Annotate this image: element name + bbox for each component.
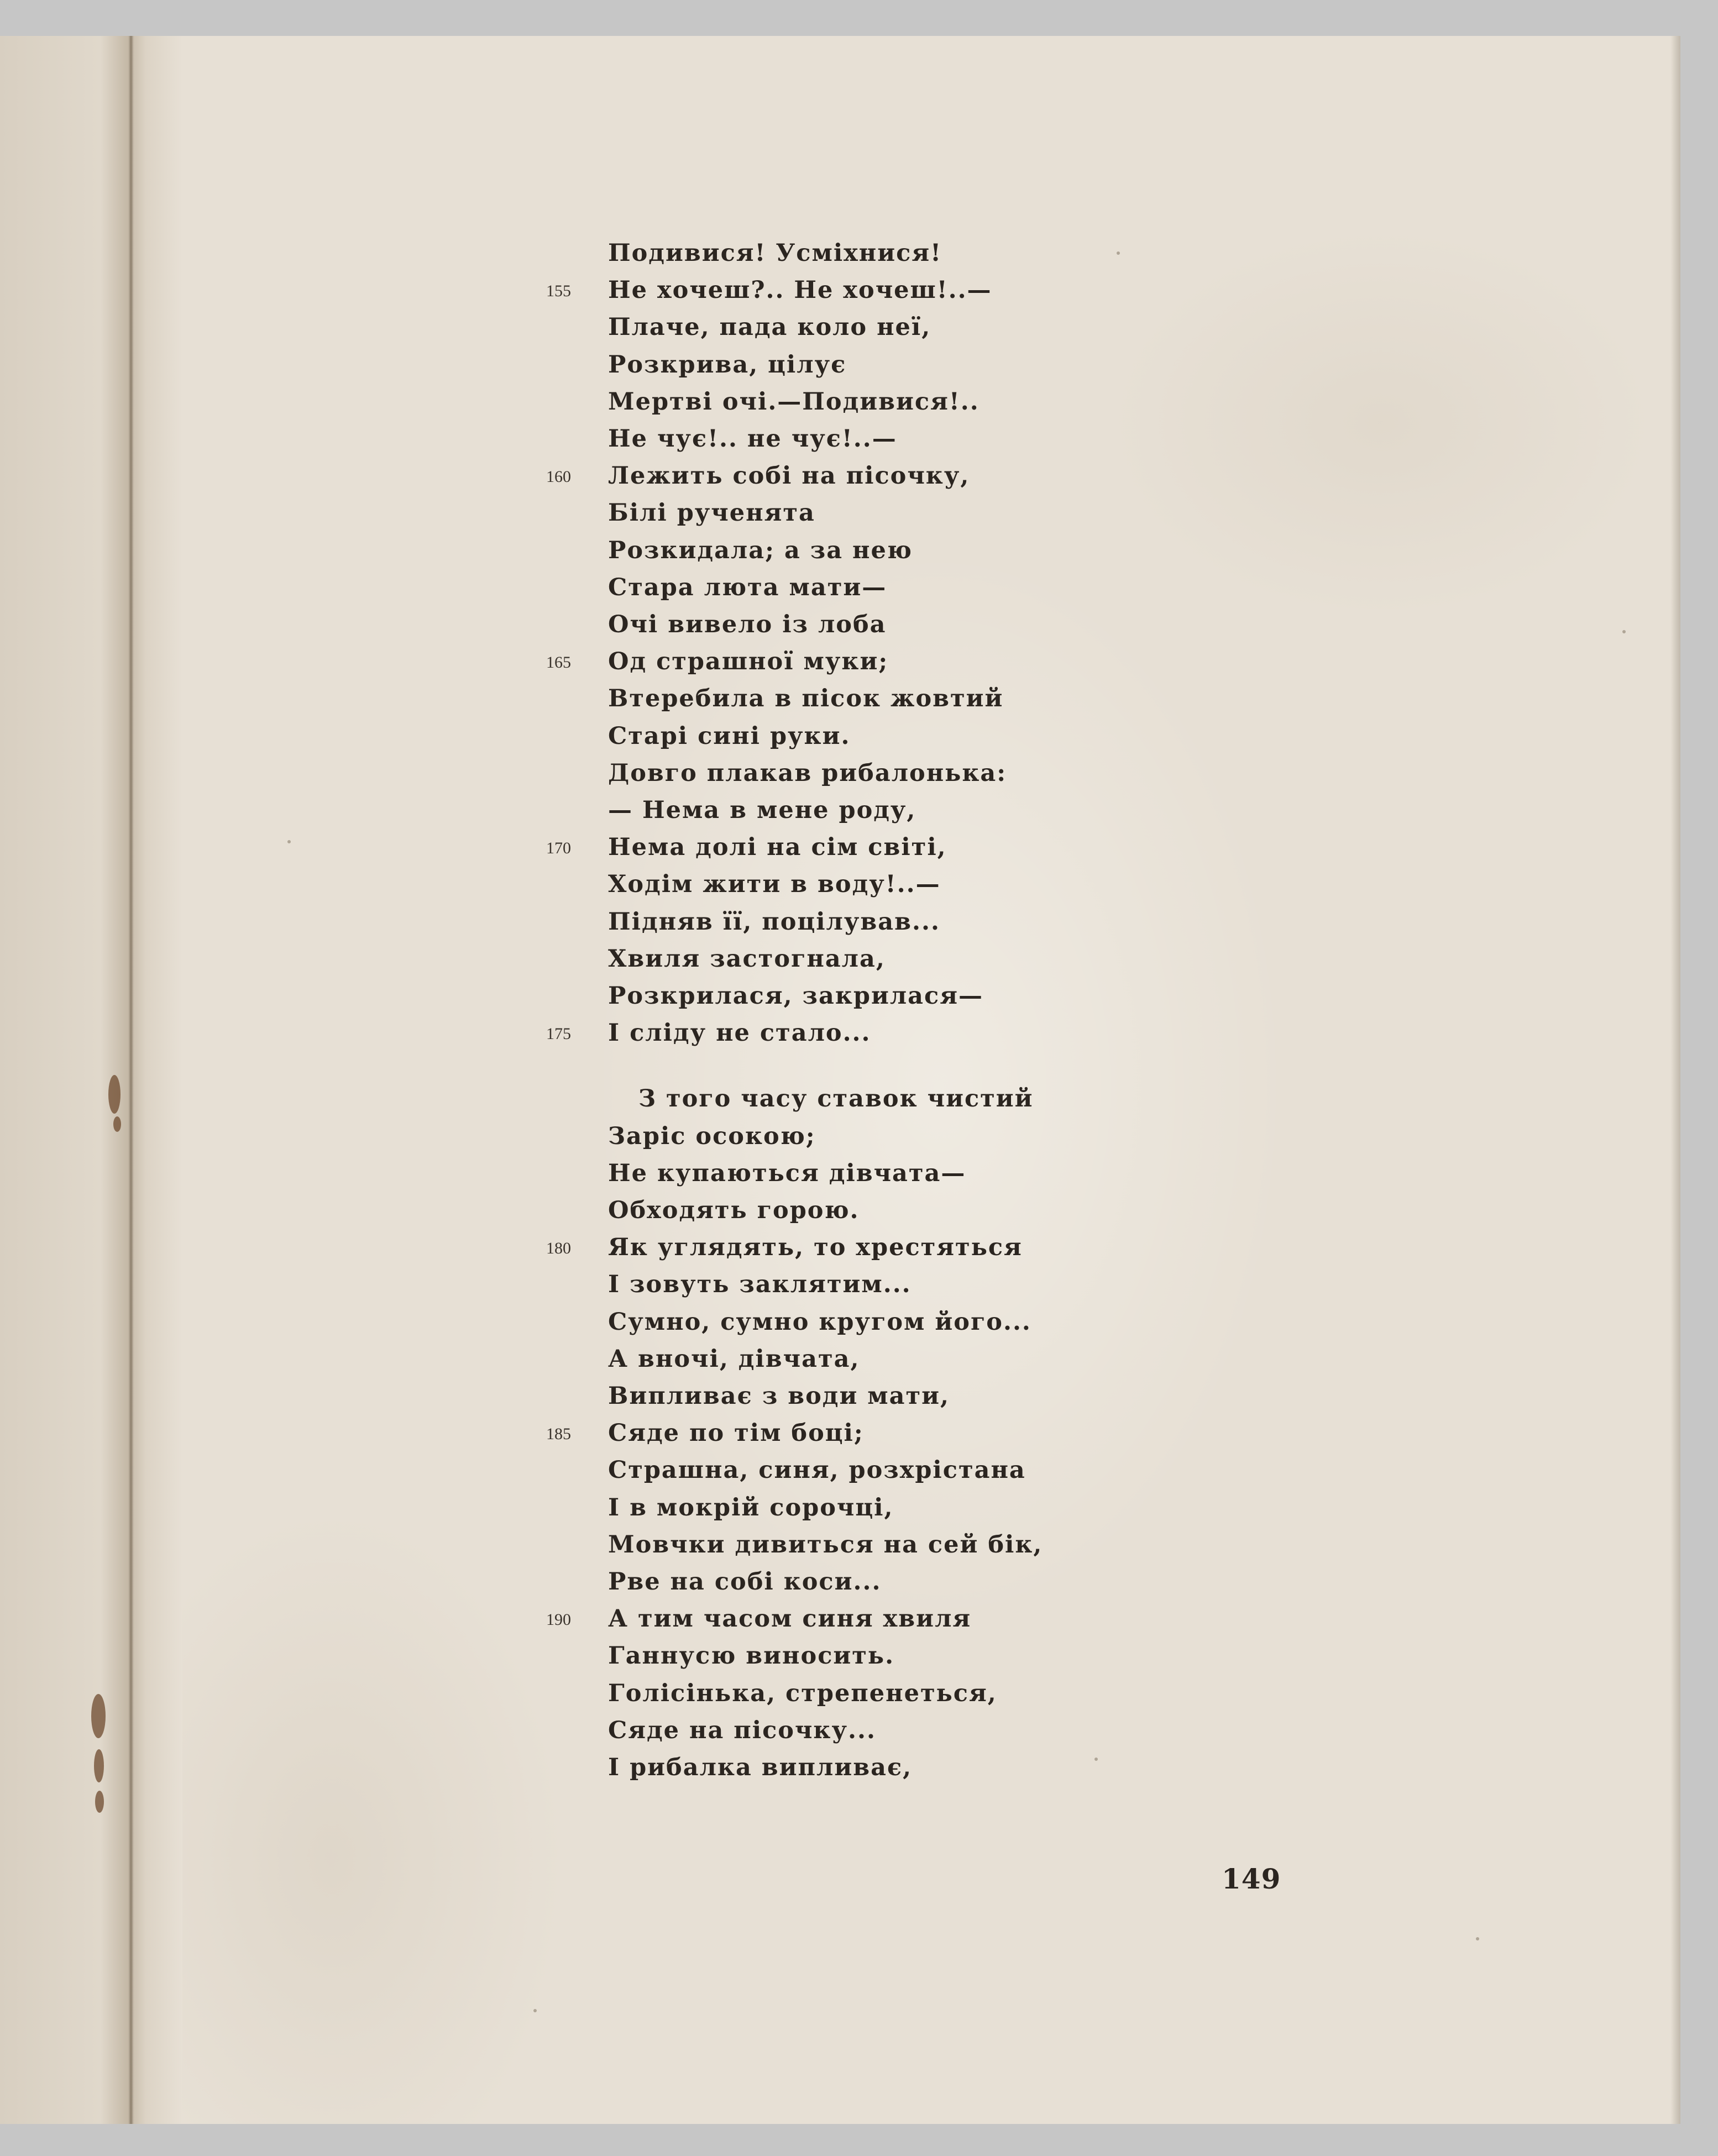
line-number: 155	[546, 282, 571, 300]
poem-line: І зовуть заклятим...	[608, 1271, 912, 1298]
poem-line: Старі сині руки.	[608, 722, 851, 750]
poem-line: Подивися! Усміхнися!	[608, 239, 942, 267]
line-number: 180	[546, 1239, 571, 1257]
poem-line: — Нема в мене роду,	[608, 796, 916, 824]
page-number: 149	[1222, 1863, 1281, 1895]
poem-line: А тим часом синя хвиля	[608, 1605, 972, 1633]
poem-line: Розкрива, цілує	[608, 351, 847, 379]
scanned-page	[0, 36, 1680, 2124]
poem-line: Випливає з води мати,	[608, 1382, 950, 1410]
poem-line: Заріс осокою;	[608, 1122, 816, 1150]
poem-line: Очі вивело із лоба	[608, 611, 887, 638]
line-number: 185	[546, 1425, 571, 1443]
poem-line: Ганнусю виносить.	[608, 1642, 895, 1670]
poem-line: Мертві очі.—Подивися!..	[608, 388, 980, 416]
poem-line: Не чує!.. не чує!..—	[608, 425, 897, 453]
poem-text-block	[0, 36, 1680, 2124]
poem-line: Втеребила в пісок жовтий	[608, 685, 1004, 712]
poem-line: Стара люта мати—	[608, 574, 887, 601]
poem-line: Білі рученята	[608, 499, 815, 527]
poem-line: Довго плакав рибалонька:	[608, 759, 1007, 787]
poem-line: І сліду не стало...	[608, 1019, 871, 1047]
poem-line: Розкидала; а за нею	[608, 537, 913, 564]
poem-line: А вночі, дівчата,	[608, 1345, 860, 1373]
line-number: 190	[546, 1611, 571, 1629]
poem-line: Плаче, пада коло неї,	[608, 313, 931, 341]
poem-line: Як углядять, то хрестяться	[608, 1234, 1023, 1261]
poem-line: Голісінька, стрепенеться,	[608, 1680, 997, 1707]
poem-line: Рве на собі коси...	[608, 1568, 882, 1596]
poem-line: Обходять горою.	[608, 1197, 860, 1224]
line-number: 160	[546, 468, 571, 486]
poem-line: І рибалка випливає,	[608, 1754, 913, 1781]
poem-line: Нема долі на сім світі,	[608, 833, 947, 861]
poem-line: Не хочеш?.. Не хочеш!..—	[608, 276, 992, 304]
poem-line: З того часу ставок чистий	[638, 1085, 1034, 1113]
poem-line: Страшна, синя, розхрістана	[608, 1456, 1026, 1484]
line-number: 175	[546, 1025, 571, 1043]
poem-line: Сяде на пісочку...	[608, 1717, 876, 1744]
poem-line: Розкрилася, закрилася—	[608, 982, 983, 1010]
poem-line: Од страшної муки;	[608, 648, 889, 675]
poem-line: Лежить собі на пісочку,	[608, 462, 970, 490]
poem-line: Ходім жити в воду!..—	[608, 870, 941, 898]
poem-line: Підняв її, поцілував...	[608, 908, 940, 936]
line-number: 170	[546, 839, 571, 857]
poem-line: Сяде по тім боці;	[608, 1419, 864, 1447]
poem-line: Сумно, сумно кругом його...	[608, 1308, 1031, 1336]
poem-line: Не купаються дівчата—	[608, 1160, 966, 1187]
poem-line: Мовчки дивиться на сей бік,	[608, 1531, 1043, 1559]
line-number: 165	[546, 653, 571, 672]
poem-line: І в мокрій сорочці,	[608, 1494, 894, 1522]
poem-line: Хвиля застогнала,	[608, 945, 886, 973]
